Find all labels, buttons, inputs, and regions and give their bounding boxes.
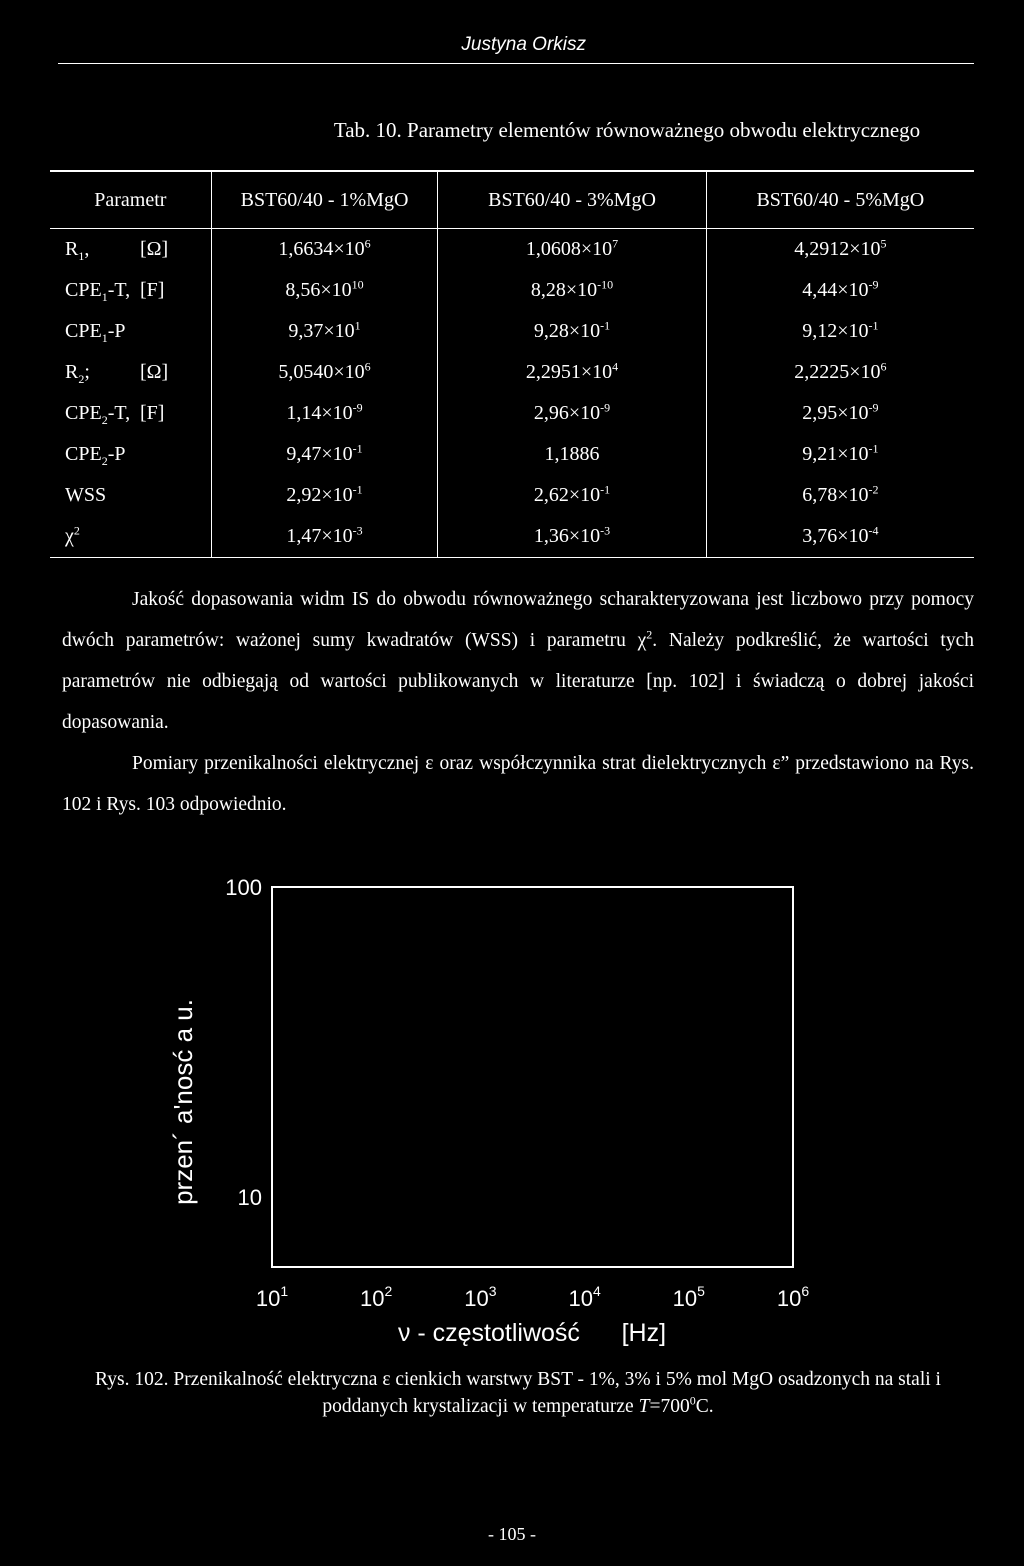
value-mantissa: 1,1886 (544, 443, 600, 465)
value-cell (706, 229, 974, 271)
table-caption: Tab. 10. Parametry elementów równoważnego obwodu elektrycznego (333, 118, 921, 142)
table-body (50, 229, 974, 558)
figure-caption-b: =700 (649, 1396, 690, 1417)
page-header (0, 34, 1024, 64)
x-tick-label (777, 1283, 809, 1311)
value-cell (211, 352, 438, 393)
value-cell (438, 393, 706, 434)
param-symbol-suffix: ; (84, 361, 90, 383)
param-symbol (65, 402, 140, 425)
value-cell (438, 352, 706, 393)
value-mantissa: 9,21×10 (802, 443, 869, 465)
value-exponent: -9 (352, 400, 363, 415)
value-exponent: -2 (868, 482, 879, 497)
x-tick-label (673, 1283, 705, 1311)
param-symbol (65, 238, 140, 261)
x-tick-exp: 3 (488, 1283, 497, 1299)
value-mantissa: 8,28×10 (530, 279, 598, 301)
value-mantissa: 3,76×10 (802, 525, 869, 547)
x-ticks (256, 1283, 809, 1311)
value-cell (706, 270, 974, 311)
param-symbol-base: CPE (65, 279, 102, 301)
value-mantissa: 2,95×10 (802, 402, 869, 424)
x-tick-base: 10 (776, 1286, 802, 1311)
value-mantissa: 5,0540×10 (278, 361, 365, 383)
x-axis-label: ν - częstotliwość [Hz] (397, 1319, 667, 1347)
paragraph-1-text-b: . Należy podkreślić, że wartości tych parametrów nie odbiegają od wartości publikowanych w literaturze [np. 102] i świadczą o dobrej jakości dopasowania. (62, 630, 975, 733)
value-cell (211, 311, 438, 352)
value-exponent: -1 (868, 318, 879, 333)
x-tick-base: 10 (568, 1286, 593, 1311)
col-header-3pct: BST60/40 - 3%MgO (438, 171, 706, 229)
value-exponent: -1 (868, 441, 879, 456)
value-cell (438, 229, 706, 271)
value-mantissa: 2,2951×10 (525, 361, 613, 383)
x-tick-exp: 1 (280, 1283, 289, 1299)
value-cell (706, 475, 974, 516)
y-axis-label: przen´ a'nosć a u. (168, 999, 198, 1205)
value-exponent: -3 (352, 523, 363, 538)
value-cell (706, 311, 974, 352)
value-cell (211, 270, 438, 311)
param-symbol (65, 525, 140, 548)
param-symbol (65, 361, 140, 384)
value-cell (211, 434, 438, 475)
value-mantissa: 9,37×10 (288, 320, 355, 342)
value-exponent: 6 (364, 359, 371, 374)
paragraph-1-text-a: Jakość dopasowania widm IS do obwodu równoważnego scharakteryzowana jest liczbowo przy pomocy dwóch parametrów: ważonej sumy kwadratów (WSS) i parametru χ (62, 589, 974, 651)
value-mantissa: 1,36×10 (533, 525, 601, 547)
value-exponent: 4 (612, 359, 619, 374)
param-name-cell (50, 475, 211, 516)
param-symbol-suffix: -P (107, 320, 126, 342)
table-row (50, 393, 974, 434)
paragraph-2-text: Pomiary przenikalności elektrycznej ε oraz współczynnika strat dielektrycznych ε” przedstawiono na Rys. 102 i Rys. 103 odpowiednio. (62, 753, 974, 815)
param-symbol-suffix: -P (107, 443, 126, 465)
param-symbol-sub: 1 (78, 249, 85, 263)
value-exponent: -1 (600, 482, 611, 497)
param-symbol-base: WSS (65, 484, 107, 506)
value-mantissa: 2,62×10 (533, 484, 601, 506)
value-cell (438, 516, 706, 558)
figure-caption-T: T (638, 1396, 650, 1417)
x-tick-label (360, 1283, 392, 1311)
table-row (50, 475, 974, 516)
y-tick-label: 10 (237, 1185, 262, 1210)
value-exponent: 6 (364, 236, 371, 251)
value-exponent: -1 (352, 482, 363, 497)
value-exponent: -10 (597, 277, 614, 292)
param-symbol (65, 443, 140, 466)
value-exponent: 1 (354, 318, 361, 333)
table-header-row (50, 171, 974, 229)
paragraph-1-sup: 2 (646, 627, 653, 642)
value-cell (211, 516, 438, 558)
value-mantissa: 1,6634×10 (278, 238, 365, 260)
chart-svg (0, 870, 1024, 1370)
param-unit: [Ω] (140, 361, 169, 383)
col-header-1pct: BST60/40 - 1%MgO (211, 171, 438, 229)
value-mantissa: 1,0608×10 (525, 238, 613, 260)
value-mantissa: 2,92×10 (286, 484, 353, 506)
plot-frame (272, 887, 793, 1267)
value-cell (706, 434, 974, 475)
x-tick-exp: 6 (801, 1283, 810, 1299)
value-cell (211, 393, 438, 434)
value-mantissa: 2,96×10 (533, 402, 601, 424)
value-exponent: -3 (600, 523, 611, 538)
value-exponent: -4 (868, 523, 879, 538)
param-symbol-sup: 2 (73, 523, 80, 538)
value-exponent: -9 (868, 400, 879, 415)
col-header-5pct: BST60/40 - 5%MgO (706, 171, 974, 229)
value-mantissa: 2,2225×10 (794, 361, 881, 383)
value-cell (438, 434, 706, 475)
x-tick-label (464, 1283, 496, 1311)
permittivity-chart (0, 870, 1024, 1370)
param-symbol-sub: 1 (101, 331, 108, 345)
parameters-table (50, 170, 974, 558)
table-row (50, 352, 974, 393)
value-cell (438, 311, 706, 352)
table-row (50, 434, 974, 475)
value-exponent: 7 (612, 236, 619, 251)
value-exponent: 5 (880, 236, 887, 251)
param-symbol-suffix: , (84, 238, 90, 260)
value-mantissa: 9,47×10 (286, 443, 353, 465)
param-symbol-sub: 2 (101, 413, 108, 427)
value-exponent: -9 (600, 400, 611, 415)
table-row (50, 516, 974, 558)
value-cell (706, 352, 974, 393)
value-mantissa: 8,56×10 (285, 279, 352, 301)
x-tick-exp: 2 (384, 1283, 393, 1299)
y-tick-label: 100 (225, 875, 262, 900)
value-mantissa: 4,44×10 (802, 279, 869, 301)
col-header-parametr: Parametr (94, 188, 167, 211)
figure-caption-sup: 0 (689, 1393, 696, 1408)
value-exponent: 10 (351, 277, 364, 292)
value-cell (706, 516, 974, 558)
param-symbol-sub: 2 (101, 454, 108, 468)
x-tick-label (568, 1283, 600, 1311)
value-cell (211, 229, 438, 271)
value-cell (438, 270, 706, 311)
value-mantissa: 9,12×10 (802, 320, 869, 342)
figure-caption (62, 1366, 974, 1420)
param-name-cell (50, 311, 211, 352)
param-symbol-suffix: -T, (107, 279, 131, 301)
x-tick-base: 10 (255, 1286, 281, 1311)
x-tick-exp: 5 (697, 1283, 705, 1299)
param-symbol (65, 279, 140, 302)
value-cell (706, 393, 974, 434)
param-name-cell (50, 352, 211, 393)
param-name-cell (50, 270, 211, 311)
table-row (50, 229, 974, 271)
value-mantissa: 4,2912×10 (794, 238, 881, 260)
value-mantissa: 1,14×10 (286, 402, 353, 424)
x-tick-exp: 4 (592, 1283, 601, 1299)
value-mantissa: 9,28×10 (533, 320, 601, 342)
figure-caption-a: Rys. 102. Przenikalność elektryczna ε cienkich warstwy BST - 1%, 3% i 5% mol MgO osadzonych na stali i poddanych krystalizacji w temperaturze (95, 1369, 941, 1417)
x-tick-base: 10 (464, 1286, 489, 1311)
value-cell (211, 475, 438, 516)
param-unit: [F] (140, 402, 165, 424)
param-symbol (65, 484, 140, 507)
param-name-cell (50, 516, 211, 558)
figure-caption-c: C. (695, 1396, 714, 1417)
param-symbol-base: CPE (65, 443, 102, 465)
param-symbol-base: CPE (65, 320, 102, 342)
param-name-cell (50, 434, 211, 475)
value-exponent: -1 (352, 441, 363, 456)
paragraph-fit-quality (62, 579, 974, 825)
param-symbol-base: R (65, 238, 79, 260)
param-symbol-base: CPE (65, 402, 102, 424)
value-exponent: 6 (880, 359, 887, 374)
x-tick-base: 10 (360, 1286, 385, 1311)
param-symbol-sub: 1 (101, 290, 108, 304)
value-exponent: -9 (868, 277, 879, 292)
param-unit: [F] (140, 279, 165, 301)
param-symbol-base: R (65, 361, 79, 383)
param-symbol-suffix: -T, (107, 402, 131, 424)
param-symbol (65, 320, 140, 343)
param-name-cell (50, 393, 211, 434)
value-cell (438, 475, 706, 516)
x-tick-base: 10 (672, 1286, 698, 1311)
y-ticks (225, 875, 262, 1210)
value-mantissa: 6,78×10 (802, 484, 869, 506)
table-row (50, 270, 974, 311)
author-name: Justyna Orkisz (461, 34, 586, 55)
value-mantissa: 1,47×10 (286, 525, 353, 547)
param-name-cell (50, 229, 211, 271)
x-tick-label (256, 1283, 288, 1311)
header-rule (58, 63, 974, 64)
table-row (50, 311, 974, 352)
value-exponent: -1 (600, 318, 611, 333)
param-symbol-base: χ (65, 525, 74, 547)
param-symbol-sub: 2 (78, 372, 85, 386)
page-number: - 105 - (488, 1524, 536, 1544)
param-unit: [Ω] (140, 238, 169, 260)
